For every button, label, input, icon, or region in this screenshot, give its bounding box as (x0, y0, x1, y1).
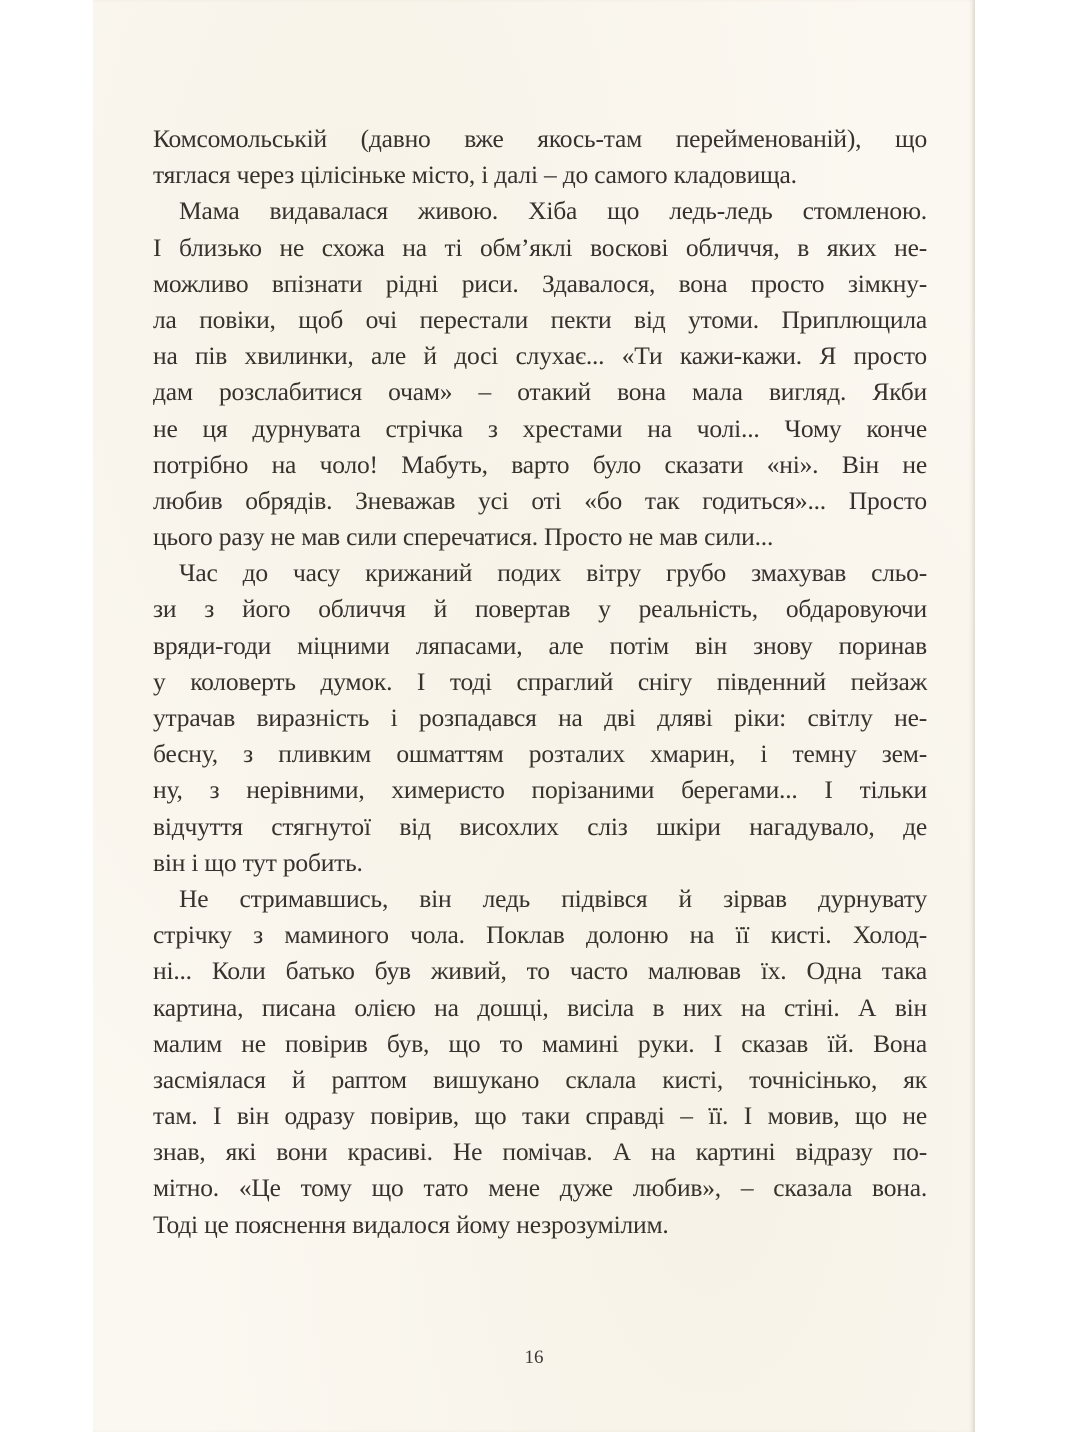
text-line: тяглася через цілісіньке місто, і далі – до самого кладовища. (153, 160, 797, 190)
text-line: Тоді це пояснення видалося йому незрозумілим. (153, 1209, 669, 1239)
paragraph (153, 555, 927, 881)
text-line: утрачав виразність і розпадався на дві дляві ріки: світлу не- (153, 703, 927, 732)
text-line: засміялася й раптом вишукано склала кисті, точнісінько, як (153, 1064, 927, 1094)
text-line: можливо впізнати рідні риси. Здавалося, вона просто зімкну- (153, 268, 927, 298)
text-line: ні... Коли батько був живий, то часто малював їх. Одна така (153, 956, 927, 986)
text-line: зи з його обличчя й повертав у реальність, обдаровуючи (153, 594, 927, 624)
page-number: 16 (524, 1347, 544, 1368)
text-line: на пів хвилинки, але й досі слухає... «Ти кажи-кажи. Я просто (153, 341, 927, 371)
text-line: не ця дурнувата стрічка з хрестами на чолі... Чому конче (153, 413, 927, 443)
text-line: любив обрядів. Зневажав усі оті «бо так годиться»... Просто (153, 485, 927, 515)
book-page (93, 0, 975, 1432)
paragraph (153, 881, 927, 1243)
text-line: малим не повірив був, що то мамині руки. І сказав їй. Вона (153, 1028, 927, 1058)
paragraph (153, 121, 927, 193)
text-line: відчуття стягнутої від висохлих сліз шкіри нагадувало, де (153, 811, 927, 841)
paragraph (153, 193, 927, 555)
text-line: мітно. «Це тому що тато мене дуже любив», – сказала вона. (153, 1173, 927, 1203)
body-text (153, 121, 927, 1243)
text-line: там. І він одразу повірив, що таки справді – її. І мовив, що не (153, 1101, 927, 1131)
text-line: Не стримавшись, він ледь підвівся й зірвав дурнувату (179, 883, 927, 913)
text-line: бесну, з пливким ошматтям розталих хмарин, і темну зем- (153, 739, 927, 769)
text-line: Комсомольській (давно вже якось-там перейменованій), що (153, 124, 927, 153)
text-line: вряди-годи міцними ляпасами, але потім він знову поринав (153, 630, 927, 660)
text-line: потрібно на чоло! Мабуть, варто було сказати «ні». Він не (153, 449, 927, 479)
text-line: ну, з нерівними, химеристо порізаними берегами... І тільки (153, 775, 927, 805)
text-line: Час до часу крижаний подих вітру грубо змахував сльо- (179, 558, 927, 588)
text-line: дам розслабитися очам» – отакий вона мала вигляд. Якби (153, 377, 927, 407)
text-line: І близько не схожа на ті обм’яклі воскові обличчя, в яких не- (153, 232, 927, 262)
text-line: він і що тут робить. (153, 847, 363, 877)
text-line: стрічку з маминого чола. Поклав долоню на її кисті. Холод- (153, 920, 927, 950)
text-line: ла повіки, щоб очі перестали пекти від утоми. Приплющила (153, 304, 927, 334)
text-line: Мама видавалася живою. Хіба що ледь-ледь стомленою. (179, 196, 927, 226)
text-line: картина, писана олією на дошці, висіла в них на стіні. А він (153, 992, 927, 1022)
text-line: знав, які вони красиві. Не помічав. А на картині відразу по- (153, 1137, 927, 1167)
text-line: цього разу не мав сили сперечатися. Просто не мав сили... (153, 522, 774, 552)
text-line: у коловерть думок. І тоді спраглий снігу південний пейзаж (153, 666, 927, 696)
